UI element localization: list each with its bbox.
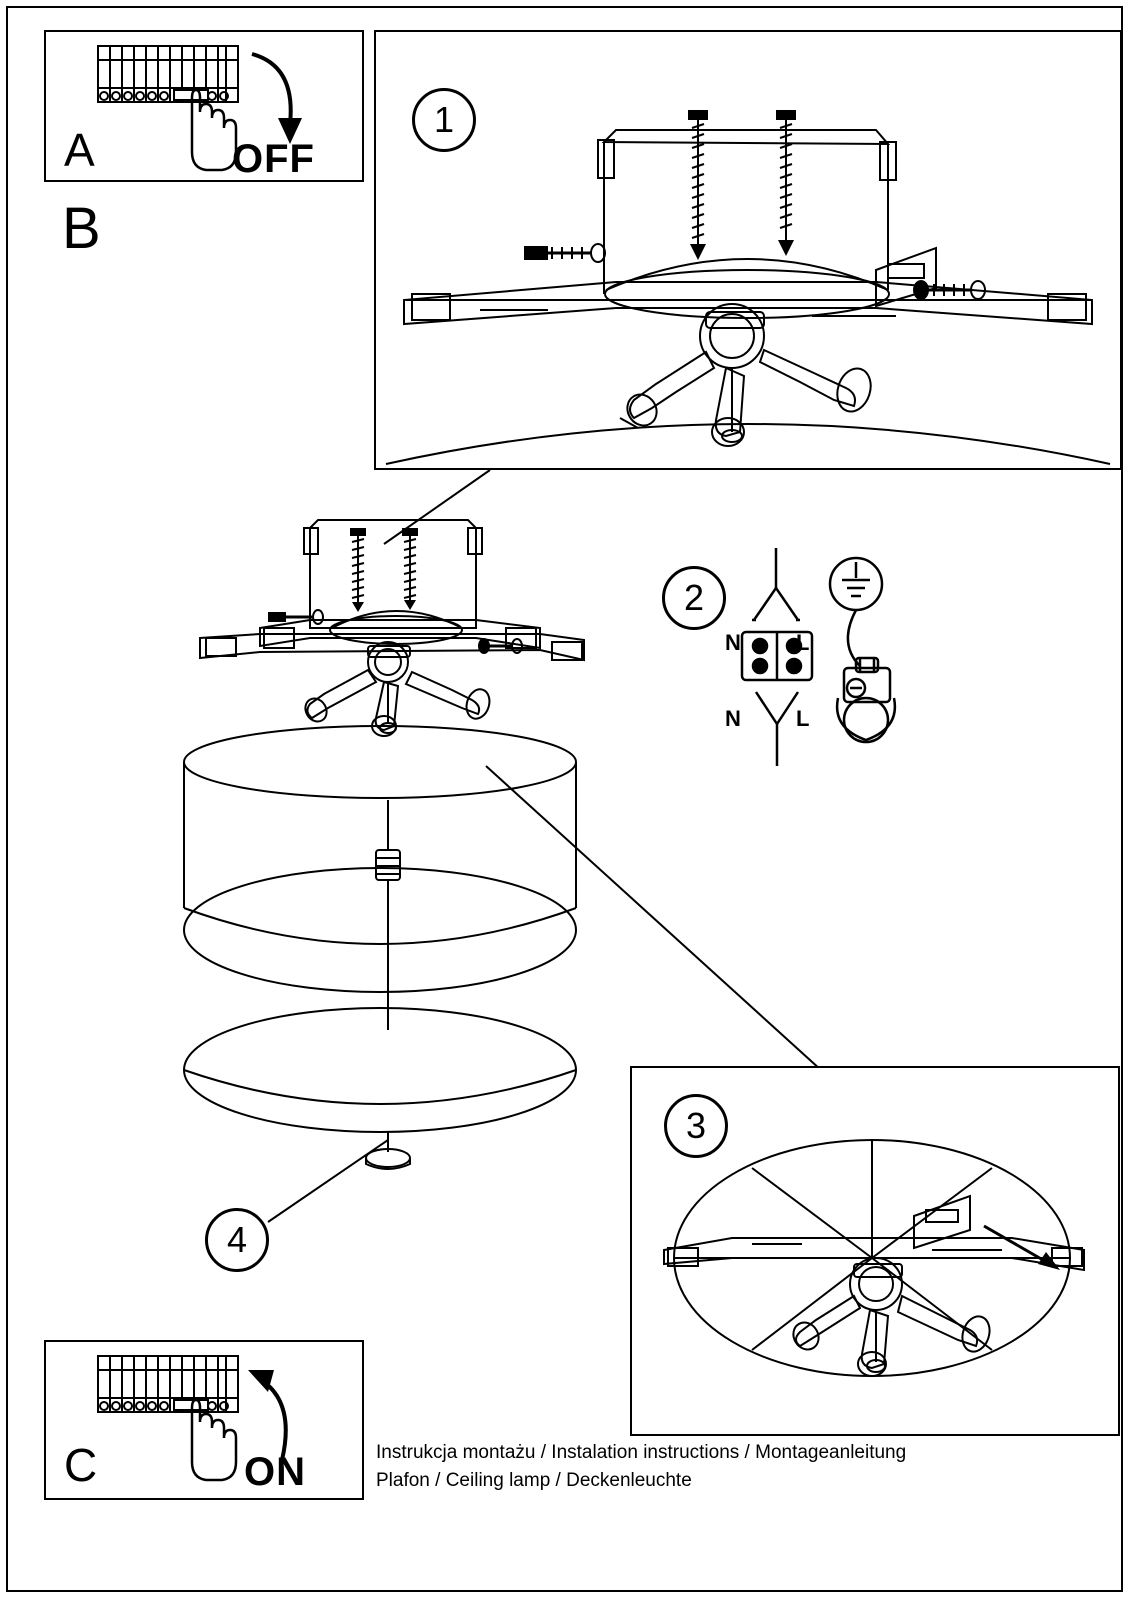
step-3-panel — [630, 1066, 1120, 1436]
wire-label-n-top: N — [725, 630, 741, 655]
step-4-number: 4 — [205, 1208, 269, 1272]
step-c-letter: C — [64, 1439, 98, 1491]
wire-label-l-top: L — [796, 630, 810, 655]
step-b-letter: B — [62, 196, 101, 261]
step-a-action-label: OFF — [232, 137, 315, 181]
step-2-number: 2 — [662, 566, 726, 630]
wire-label-n-bottom: N — [725, 706, 741, 731]
earth-ground-illustration — [820, 548, 950, 778]
caption-line-1: Instrukcja montażu / Instalation instructions / Montageanleitung — [376, 1442, 907, 1463]
wire-label-l-bottom: L — [796, 706, 810, 731]
step-3-number: 3 — [664, 1094, 728, 1158]
step-a-letter: A — [64, 124, 95, 176]
step-1-panel — [374, 30, 1122, 470]
step-c-panel — [44, 1340, 364, 1500]
callout-line-4 — [262, 1130, 402, 1230]
caption-line-2: Plafon / Ceiling lamp / Deckenleuchte — [376, 1470, 692, 1491]
step-a-panel — [44, 30, 364, 182]
mounting-bracket-detail-illustration — [376, 32, 1120, 468]
step-c-action-label: ON — [244, 1450, 306, 1494]
step-1-number: 1 — [412, 88, 476, 152]
callout-line-3 — [480, 760, 850, 1090]
